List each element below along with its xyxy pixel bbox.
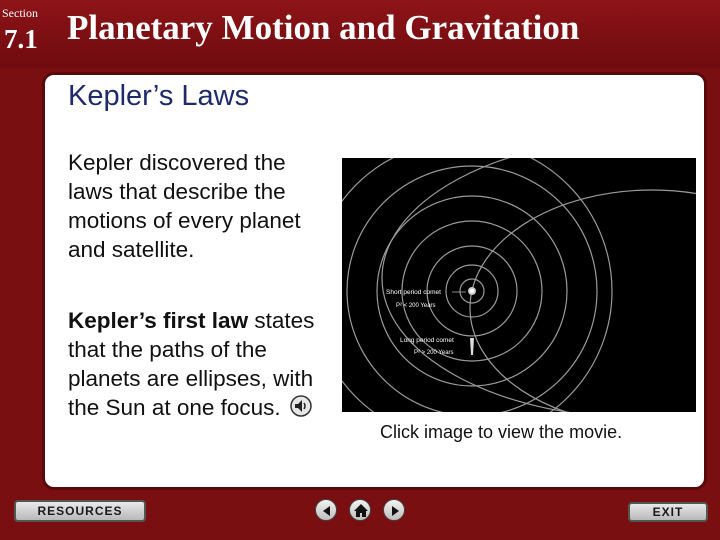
long-period-label: P² > 200 Years: [414, 350, 454, 356]
long-comet-label: Long period comet: [400, 337, 454, 344]
right-arrow-icon[interactable]: [383, 499, 405, 521]
section-badge: [0, 0, 50, 60]
short-period-label: P² < 200 Years: [396, 303, 436, 309]
exit-button[interactable]: EXIT: [628, 502, 708, 522]
orbit-movie-image[interactable]: [342, 158, 696, 412]
section-number: 7.1: [4, 24, 38, 54]
speaker-icon[interactable]: [289, 395, 315, 424]
left-arrow-icon[interactable]: [315, 499, 337, 521]
page-title: Planetary Motion and Gravitation: [67, 8, 580, 47]
first-law-rest-text: states that the paths of the planets are ellipses, with the Sun at one focus.: [68, 308, 315, 420]
home-icon[interactable]: [349, 499, 371, 521]
paragraph-kepler-discovered: Kepler discovered the laws that describe the motions of every planet and satellite.: [68, 150, 301, 262]
section-label: Section: [2, 6, 38, 20]
movie-caption: Click image to view the movie.: [380, 422, 623, 442]
slide-heading: Kepler’s Laws: [68, 80, 250, 112]
first-law-bold-text: Kepler’s first law: [68, 308, 249, 333]
short-comet-label: Short period comet: [386, 289, 441, 296]
resources-button[interactable]: RESOURCES: [14, 500, 146, 522]
paragraph-first-law: [68, 306, 328, 424]
